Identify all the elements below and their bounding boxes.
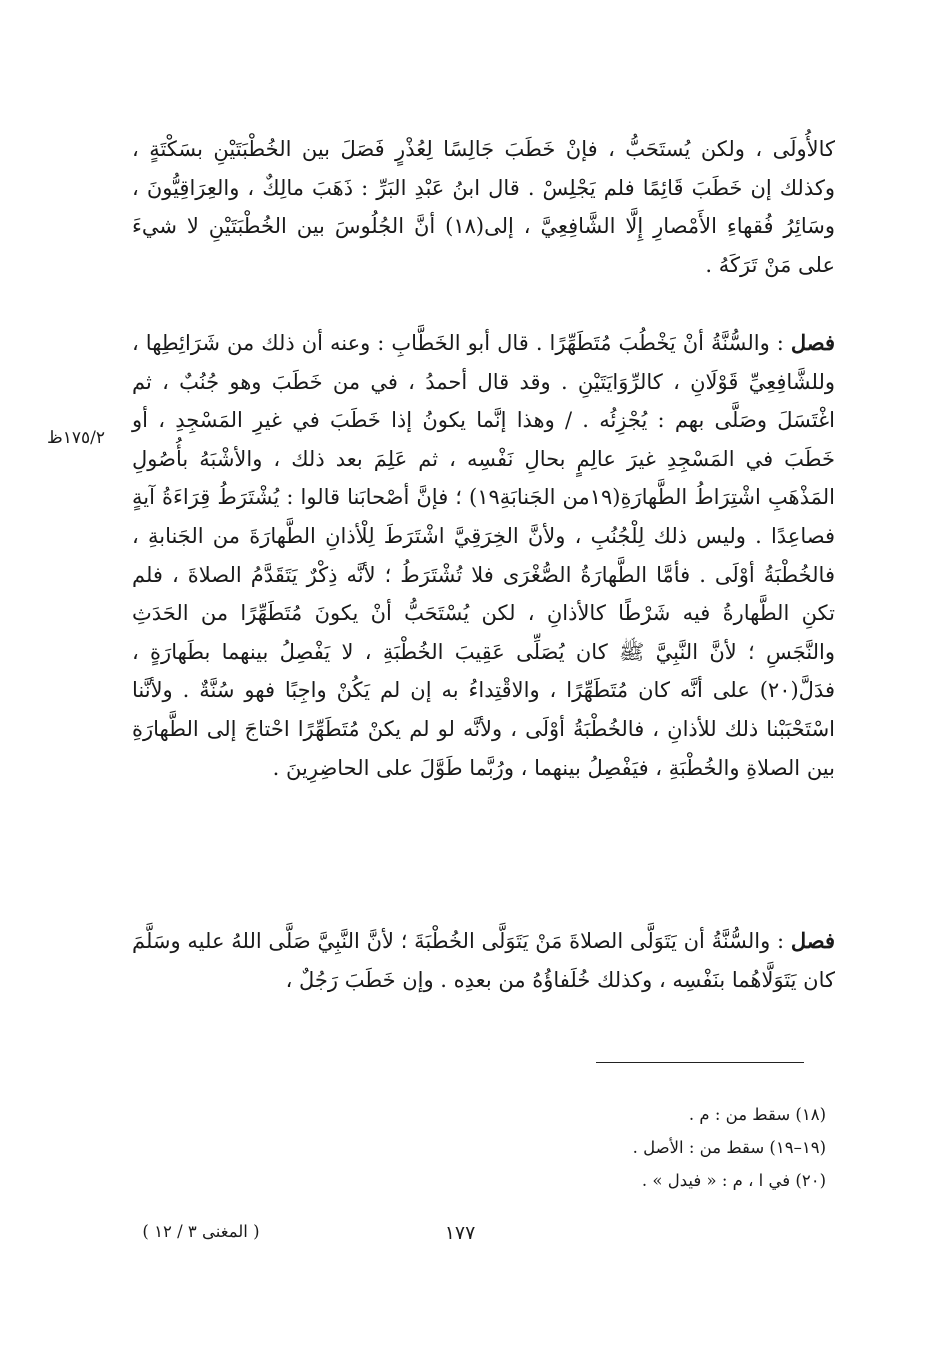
margin-reference: ١٧٥/٢ظ bbox=[47, 428, 105, 448]
body-paragraph-2 bbox=[132, 324, 835, 787]
paragraph-text: كالأُولَى ، ولكن يُستَحَبُّ ، فإنْ خَطَبَ جَالِسًا لِعُذْرٍ فَصَلَ بين الخُطْبَتَيْنِ بسَكْتَةٍ ، وكذلك إن خَطَبَ قَائِمًا فلم يَجْلِسْ . قال ابنُ عَبْدِ البَرِّ : ذَهَبَ مالِكٌ ، والعِرَاقِيُّونَ ، وسَائِرُ فُقهاءِ الأَمْصارِ إِلَّا الشَّافِعِيَّ ، إلى(١٨) أنَّ الجُلُوسَ بين الخُطْبَتَيْنِ لا شيءَ على مَنْ تَرَكَهُ . bbox=[132, 137, 835, 277]
footnote-item: (١٩–١٩) سقط من : الأصل . bbox=[632, 1138, 826, 1157]
paragraph-text bbox=[132, 922, 835, 999]
paragraph-text bbox=[132, 324, 835, 787]
volume-signature: ( المغنى ٣ / ١٢ ) bbox=[142, 1222, 260, 1241]
body-paragraph-3 bbox=[132, 922, 835, 999]
section-heading: فصل bbox=[790, 330, 835, 355]
page-number: ١٧٧ bbox=[444, 1222, 476, 1244]
footnote-divider bbox=[596, 1062, 804, 1063]
paragraph-body: : والسُّنَّةُ أن يَتَوَلَّى الصلاةَ مَنْ يَتَوَلَّى الخُطْبَةَ ؛ لأنَّ النَّبِيَّ صَلَّى اللهُ عليه وسَلَّمَ كان يَتَوَلَّاهُما بنَفْسِه ، وكذلك خُلَفاؤُهُ من بعدِه . وإن خَطَبَ رَجُلٌ ، bbox=[132, 929, 835, 992]
footnotes-list bbox=[420, 1098, 826, 1197]
body-paragraph-1 bbox=[132, 130, 835, 284]
section-heading: فصل bbox=[790, 928, 835, 953]
footnote-item: (١٨) سقط من : م . bbox=[688, 1105, 826, 1124]
paragraph-body: : والسُّنَّةُ أنْ يَخْطُبَ مُتَطَهِّرًا . قال أبو الخَطَّابِ : وعنه أن ذلك من شَرَائِطِها ، وللشَّافِعِيِّ قَوْلَانِ ، كالرِّوَايَتَيْنِ . وقد قال أحمدُ ، في من خَطَبَ وهو جُنُبٌ ، ثم اغْتَسَلَ وصَلَّى بهم : يُجْزِئُه . / وهذا إنَّما يكونُ إذا خَطَبَ في غيرِ المَسْجِدِ ، أو خَطَبَ في المَسْجِدِ غيرَ عالِمٍ بحالِ نَفْسِه ، ثم عَلِمَ بعد ذلك ، والأشْبَهُ بأُصُولِ المَذْهَبِ اشْتِرَاطُ الطَّهارَةِ(١٩من الجَنابَةِ١٩) ؛ فإنَّ أصْحابَنا قالوا : يُشْتَرَطُ قِرَاءَةُ آيةٍ فصاعِدًا . وليس ذلك لِلْجُنُبِ ، ولأنَّ الخِرَقِيَّ اشْتَرَطَ لِلْأذانِ الطَّهارَةَ من الجَنابةِ ، فالخُطْبَةُ أوْلَى . فأمَّا الطَّهارَةُ الصُّغْرَى فلا تُشْتَرَطُ ؛ لأنَّه ذِكْرٌ يَتَقَدَّمُ الصلاةَ ، فلم تكنِ الطَّهارةُ فيه شَرْطًا كالأذانِ ، لكن يُسْتَحَبُّ أنْ يكونَ مُتَطَهِّرًا من الحَدَثِ والنَّجَسِ ؛ لأنَّ النَّبِيَّ ﷺ كان يُصَلِّى عَقِيبَ الخُطْبَةِ ، لا يَفْصِلُ بينهما بطَهارَةٍ ، فدَلَّ(٢٠) على أنَّه كان مُتَطَهِّرًا ، والاقْتِداءُ به إن لم يَكُنْ واجِبًا فهو سُنَّةٌ . ولأنَّنا اسْتَحْبَبْنا ذلك للأذانِ ، فالخُطْبَةُ أوْلَى ، ولأنَّه لو لم يكنْ مُتَطَهِّرًا احْتاجَ إلى الطَّهارَةِ بين الصلاةِ والخُطْبَةِ ، فيَفْصِلُ بينهما ، ورُبَّما طَوَّلَ على الحاضِرِينَ . bbox=[132, 331, 835, 780]
footnote-item: (٢٠) في ا ، م : « فيدل » . bbox=[641, 1171, 826, 1190]
